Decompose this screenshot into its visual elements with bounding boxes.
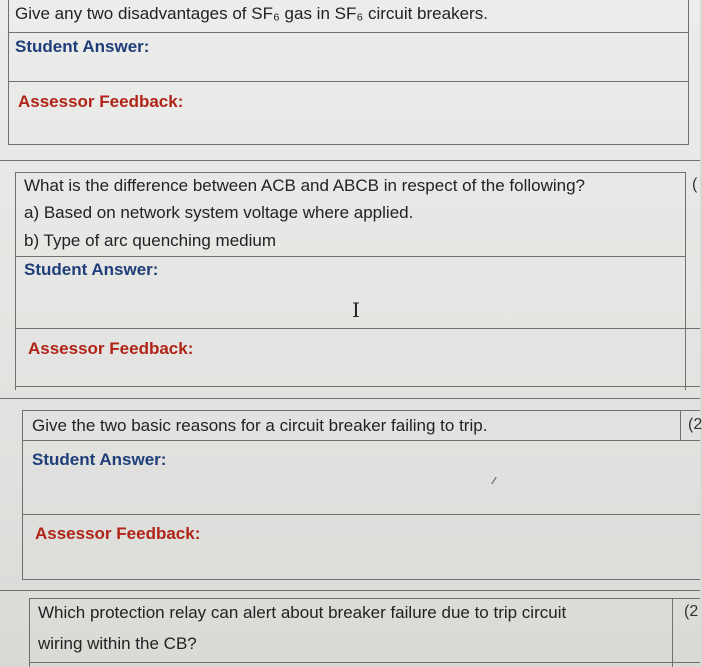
q2-left-border bbox=[15, 172, 16, 390]
q3-divider-2 bbox=[22, 514, 700, 515]
q4-marks-border bbox=[672, 598, 673, 667]
q1-divider-1 bbox=[8, 32, 689, 33]
q4-inner-top-border bbox=[29, 598, 700, 599]
q2-inner-top-border bbox=[15, 172, 686, 173]
q2-item-a: a) Based on network system voltage where applied. bbox=[24, 203, 414, 222]
q2-assessor-feedback-label: Assessor Feedback: bbox=[28, 339, 194, 358]
q4-question-line1: Which protection relay can alert about breaker failure due to trip circuit bbox=[38, 603, 567, 622]
q2-bottom-border bbox=[15, 386, 700, 387]
q3-inner-top-border bbox=[22, 410, 700, 411]
q3-question: Give the two basic reasons for a circuit breaker failing to trip. bbox=[32, 416, 488, 435]
q3-bottom-border bbox=[22, 579, 700, 580]
q4-divider bbox=[29, 662, 700, 663]
q3-student-answer-label: Student Answer: bbox=[32, 450, 167, 469]
q2-divider-2 bbox=[15, 328, 700, 329]
pen-mark bbox=[491, 477, 496, 484]
q3-marks: (2 bbox=[688, 416, 702, 433]
q1-assessor-feedback-label: Assessor Feedback: bbox=[18, 92, 184, 111]
q1-bottom-border bbox=[8, 144, 689, 145]
q2-divider-1 bbox=[15, 256, 686, 257]
q3-left-border bbox=[22, 410, 23, 580]
q4-question-line2: wiring within the CB? bbox=[38, 634, 197, 653]
q1-left-border bbox=[8, 0, 9, 145]
q3-top-border bbox=[0, 398, 700, 399]
q3-assessor-feedback-label: Assessor Feedback: bbox=[35, 524, 201, 543]
q1-student-answer-label: Student Answer: bbox=[15, 37, 150, 56]
q2-marks: ( bbox=[692, 176, 698, 193]
q2-right-border bbox=[685, 172, 686, 390]
q4-left-border bbox=[29, 598, 30, 667]
q2-top-border bbox=[0, 160, 700, 161]
q4-top-border bbox=[0, 590, 700, 591]
q1-right-border bbox=[688, 0, 689, 145]
q2-student-answer-label: Student Answer: bbox=[24, 260, 159, 279]
q2-item-b: b) Type of arc quenching medium bbox=[24, 231, 276, 250]
q3-divider-1 bbox=[22, 440, 700, 441]
q2-question: What is the difference between ACB and ABCB in respect of the following? bbox=[24, 176, 586, 195]
q4-marks: (2 bbox=[684, 603, 699, 620]
q3-marks-border bbox=[680, 410, 681, 440]
q1-divider-2 bbox=[8, 81, 689, 82]
text-cursor-icon: I bbox=[352, 298, 360, 322]
q1-question: Give any two disadvantages of SF₆ gas in SF₆ circuit breakers. bbox=[15, 4, 488, 23]
